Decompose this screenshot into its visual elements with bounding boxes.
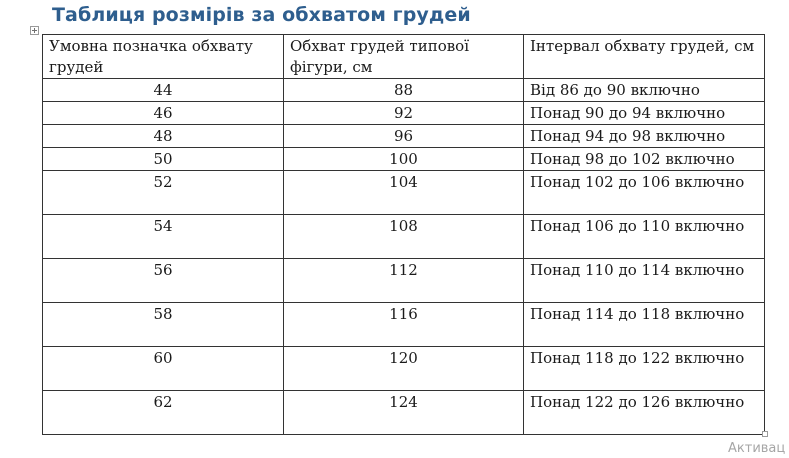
interval-cell[interactable]: Понад 98 до 102 включно xyxy=(524,148,765,171)
table-row xyxy=(43,79,765,102)
page-title: Таблиця розмірів за обхватом грудей xyxy=(52,4,471,26)
header-typical-girth[interactable]: Обхват грудей типової фігури, см xyxy=(284,35,524,79)
girth-cell[interactable]: 88 xyxy=(284,79,524,102)
size-cell[interactable]: 54 xyxy=(43,215,284,259)
interval-cell[interactable]: Понад 106 до 110 включно xyxy=(524,215,765,259)
size-cell[interactable]: 50 xyxy=(43,148,284,171)
girth-cell[interactable]: 120 xyxy=(284,347,524,391)
header-girth-interval[interactable]: Інтервал обхвату грудей, см xyxy=(524,35,765,79)
girth-cell[interactable]: 124 xyxy=(284,391,524,435)
girth-cell[interactable]: 104 xyxy=(284,171,524,215)
interval-cell[interactable]: Понад 118 до 122 включно xyxy=(524,347,765,391)
table-row xyxy=(43,215,765,259)
table-row xyxy=(43,303,765,347)
size-cell[interactable]: 48 xyxy=(43,125,284,148)
girth-cell[interactable]: 96 xyxy=(284,125,524,148)
header-size-designation[interactable]: Умовна позначка обхвату грудей xyxy=(43,35,284,79)
interval-cell[interactable]: Понад 90 до 94 включно xyxy=(524,102,765,125)
table-move-handle-icon[interactable] xyxy=(30,26,39,35)
interval-cell[interactable]: Понад 102 до 106 включно xyxy=(524,171,765,215)
girth-cell[interactable]: 116 xyxy=(284,303,524,347)
table-row xyxy=(43,102,765,125)
table-row xyxy=(43,259,765,303)
size-cell[interactable]: 58 xyxy=(43,303,284,347)
table-header-row xyxy=(43,35,765,79)
table-row xyxy=(43,391,765,435)
table-row xyxy=(43,347,765,391)
table-row xyxy=(43,171,765,215)
girth-cell[interactable]: 108 xyxy=(284,215,524,259)
size-cell[interactable]: 46 xyxy=(43,102,284,125)
activation-watermark: Активац xyxy=(728,441,786,456)
table-resize-handle-icon[interactable] xyxy=(762,431,768,437)
girth-cell[interactable]: 100 xyxy=(284,148,524,171)
interval-cell[interactable]: Понад 122 до 126 включно xyxy=(524,391,765,435)
interval-cell[interactable]: Понад 94 до 98 включно xyxy=(524,125,765,148)
interval-cell[interactable]: Від 86 до 90 включно xyxy=(524,79,765,102)
size-cell[interactable]: 62 xyxy=(43,391,284,435)
size-cell[interactable]: 44 xyxy=(43,79,284,102)
girth-cell[interactable]: 92 xyxy=(284,102,524,125)
interval-cell[interactable]: Понад 110 до 114 включно xyxy=(524,259,765,303)
size-cell[interactable]: 52 xyxy=(43,171,284,215)
size-cell[interactable]: 60 xyxy=(43,347,284,391)
interval-cell[interactable]: Понад 114 до 118 включно xyxy=(524,303,765,347)
table-row xyxy=(43,148,765,171)
table-row xyxy=(43,125,765,148)
size-table xyxy=(42,34,765,435)
size-cell[interactable]: 56 xyxy=(43,259,284,303)
girth-cell[interactable]: 112 xyxy=(284,259,524,303)
